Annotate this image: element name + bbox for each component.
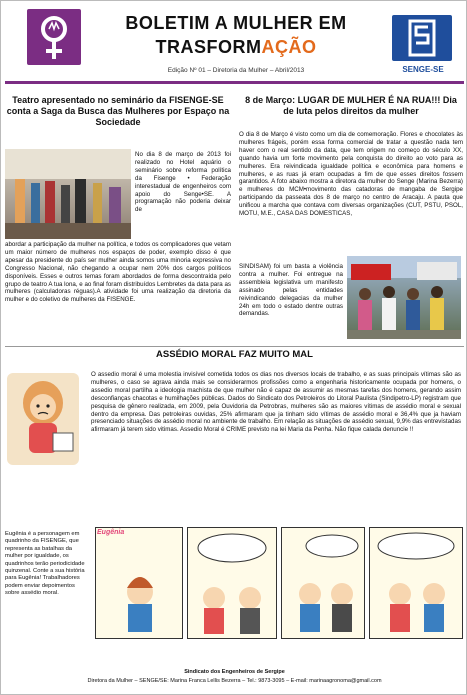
senge-logo-text: SENGE-SE	[402, 65, 444, 74]
eugenia-intro-text: Eugênia é a personagem em quadrinho da FISENGE, que representa as batalhas da mulher por igualdade, os quadrinhos terão periodicidade quinzenal. Conte a sua história para Eugênia! Trabalhadores podem enviar depoimentos sobre assédio moral.	[5, 531, 85, 597]
eugenia-intro	[5, 531, 91, 598]
article-march8-heading	[239, 95, 463, 117]
march-photo	[347, 256, 461, 339]
article-assedio-body-text: O assedio moral é uma molestia invisível cometida todos os dias nos diversos locais de trabalho, e as suas principais vítimas são as mulheres, o caso se agrava ainda mais se considerarmos profissões como a engenharia historicamente ocupada por homens, o assedio moral partilha a ideologia machista de que mulher não é capaz de assumir as mesmas tarefas dos homens, gerando assim desconfianças chacotas e humilhações públicas. Dados do Sindicato dos Petroleiros do Litoral Paulista (Sindipetro-LP) registram que pesquisa de gênero realizada, em 2009, pela Ouvidoria da Petrobras, mulheres são as maiores vítimas de assédio moral e sexual dentro da empresa. Das petroleiras ouvidas, 25% afirmaram que ja tinham sido vítimas de assédio moral e 36,4% que ja haviam presenciado situações de assédio moral no ambiente de trabalho. Em relação as situações de assédio sexual, 9,9% das entrevistadas afirmaram já terem sido vitimas. Assedio Moral é CRIME previsto na lei Maria da Penha. Não fique calada denuncie !!	[91, 371, 461, 434]
article-assedio-body	[91, 371, 461, 434]
article-march8-body-text: O dia 8 de Março é visto como um dia de comemoração. Flores e chocolates às mulheres frágeis, porém essa forma comercial de tratar a questão nada tem haver com o real sentido da data, que tem origem no começo do século XX, quando havia um forte movimento pela conquista do direito ao voto para as mulheres. Era reivindicada igualdade política e econômica para homens e mulheres, e as ruas já eram ocupadas a fim de que esses direitos fossem garantidos. A foto abaixo mostra a diretora da mulher do Senge (Marina Bezerra) e mulheres do MCM•movimento das catadoras de mangaba de Sergipe participando da passeata dos 8 de março no centro de Aracaju. A pauta que unificou a marcha que contava com diversas organizações (CUT, PSTU, PSOL, MOTU, M.E., CASA DAS DOMESTICAS,	[239, 131, 463, 218]
article-theater-intro	[135, 151, 231, 214]
article-march8-body	[239, 131, 463, 218]
article-theater-title: Teatro apresentado no seminário da FISENGE-SE conta a Saga da Busca das Mulheres por Espaço na Sociedade	[6, 95, 230, 127]
comic-panel-3	[281, 527, 365, 639]
footer-org: Sindicato dos Engenheiros de Sergipe	[184, 669, 285, 675]
article-theater-body-text: abordar a participação da mulher na política, e todos os complicadores que vetam um maior número de mulheres nos espaços de poder, exemplo disso é que apesar da presidente do país ser mulher ainda somos uma minoria expressiva no Congresso Nacional, não chegando a ocupar nem 20% dos cargos políticos disponíveis. Esses e outros temas foram abordados de forma descontraída pelo grupo de teatro A tua lona, e ao final foram distribuídos Lembretes da data para as mulheres (calculadoras réguas).A atividade foi uma realização da diretoria da mulher e do coletivo de mulheres da FISENGE.	[5, 241, 231, 304]
footer	[5, 669, 464, 684]
comic-panel-1	[95, 527, 183, 639]
article-theater-intro-text: No dia 8 de março de 2013 foi realizado no Hotel aquário o seminário sobre reforma política da Fisenge • Federação interestadual de engenheiros com apoio do Senge•SE. A programação não poderia deixar de	[135, 151, 231, 214]
bulletin-title-line2: TRASFORMAÇÃO	[155, 37, 317, 57]
article-theater-heading	[5, 95, 231, 128]
footer-contact: Diretora da Mulher – SENGE/SE: Marina Franca Lellis Bezerra – Tel.: 9873-3095 – E-mail: marinaagronoma@gmail.com	[87, 678, 382, 684]
theater-photo	[5, 149, 131, 239]
article-march8-side-text: SINDISAM) foi um basta a violência contra a mulher. Foi entregue na assembleia legislativa um manifesto assinado pelas entidades reivindicando delegacias da mulher 24h em todo o estado dentre outras demandas.	[239, 263, 343, 318]
female-symbol-logo	[27, 9, 81, 65]
comic-panel-4	[369, 527, 463, 639]
section-divider	[5, 346, 464, 347]
header	[5, 5, 464, 79]
edition-info: Edição Nº 01 – Diretoria da Mulher – Abril/2013	[167, 67, 305, 74]
article-march8-title: 8 de Março: LUGAR DE MULHER É NA RUA!!! Dia de luta pelos direitos da mulher	[245, 95, 457, 116]
article-assedio-title: ASSÉDIO MORAL FAZ MUITO MAL	[156, 349, 313, 360]
senge-logo	[392, 15, 452, 61]
eugenia-comic-label: Eugênia	[97, 529, 125, 536]
header-divider	[5, 81, 464, 84]
article-march8-side	[239, 263, 343, 318]
worried-woman-cartoon	[7, 373, 79, 465]
bulletin-title-line1: BOLETIM A MULHER EM	[125, 13, 347, 33]
article-theater-body	[5, 241, 231, 304]
comic-panel-2	[187, 527, 277, 639]
